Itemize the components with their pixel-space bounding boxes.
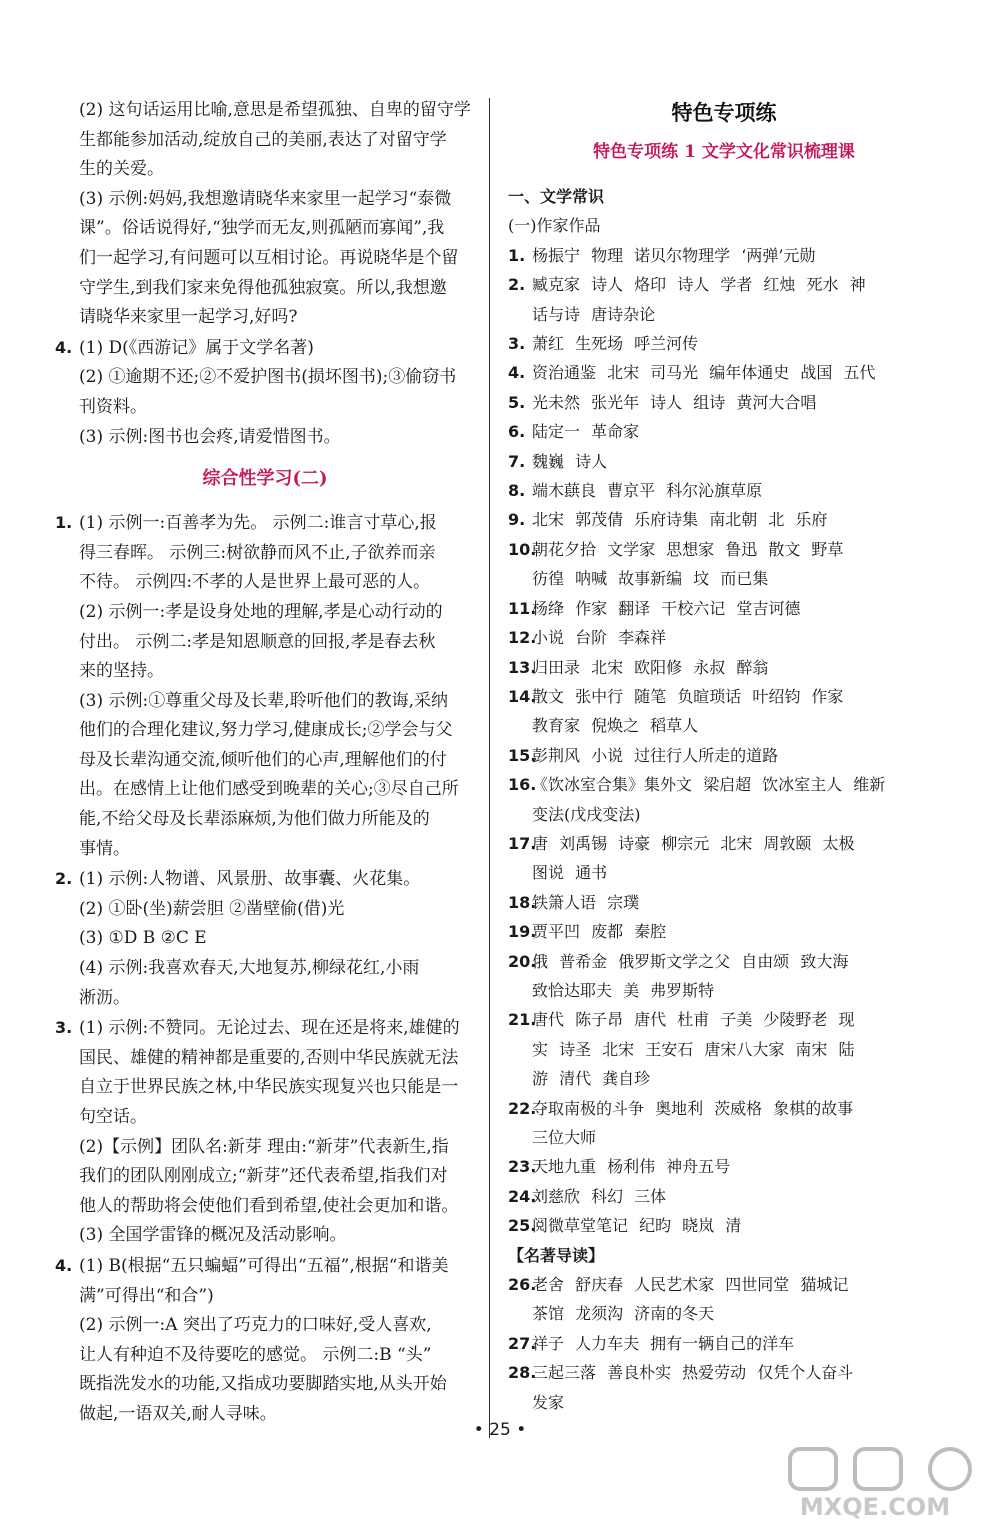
line-text: (3) ①D B ②C E bbox=[79, 928, 207, 949]
item-number: 19. bbox=[508, 922, 537, 942]
line-text: (3) 示例:图书也会疼,请爱惜图书。 bbox=[79, 426, 341, 447]
answer-item bbox=[508, 623, 940, 652]
heading-literature: 一、文学常识 bbox=[508, 187, 605, 206]
answer-item bbox=[508, 770, 940, 799]
item-number: 11. bbox=[508, 598, 537, 618]
answer-item bbox=[508, 682, 940, 711]
answer-item bbox=[508, 358, 940, 387]
answer-item bbox=[508, 476, 940, 505]
line-text: 他们的合理化建议,努力学习,健康成长;②学会与父 bbox=[79, 720, 453, 741]
line-text: 致恰达耶夫 美 弗罗斯特 bbox=[532, 980, 715, 1000]
item-number: 23. bbox=[508, 1157, 537, 1177]
answer-item bbox=[55, 508, 475, 539]
line-text: 资治通鉴 北宋 司马光 编年体通史 战国 五代 bbox=[532, 363, 876, 383]
line-text: 彷徨 呐喊 故事新编 坟 而已集 bbox=[532, 569, 769, 589]
line-text: 【名著导读】 bbox=[508, 1245, 605, 1265]
answer-line bbox=[55, 954, 475, 984]
answer-line bbox=[55, 303, 475, 333]
answer-line bbox=[55, 274, 475, 304]
answer-line bbox=[55, 984, 475, 1014]
item-number: 24. bbox=[508, 1186, 537, 1206]
answer-line bbox=[55, 244, 475, 274]
item-number: 4. bbox=[55, 1255, 73, 1275]
line-text: 事情。 bbox=[79, 838, 130, 859]
line-text: 句空话。 bbox=[79, 1107, 147, 1127]
line-text: 老舍 舒庆春 人民艺术家 四世同堂 猫城记 bbox=[532, 1275, 849, 1295]
line-text: 茶馆 龙须沟 济南的冬天 bbox=[532, 1304, 715, 1324]
answer-line bbox=[55, 1192, 475, 1222]
item-number: 22. bbox=[508, 1098, 537, 1118]
answer-item bbox=[508, 1094, 940, 1123]
answer-line bbox=[55, 363, 475, 393]
line-text: 他人的帮助将会使他们看到希望,使社会更加和谐。 bbox=[79, 1195, 459, 1216]
answer-line bbox=[55, 746, 475, 776]
line-text: 游 清代 龚自珍 bbox=[532, 1069, 651, 1089]
answer-item bbox=[508, 535, 940, 564]
item-number: 3. bbox=[508, 334, 526, 354]
answer-line bbox=[508, 564, 940, 593]
answer-line bbox=[508, 858, 940, 887]
item-number: 2. bbox=[55, 869, 73, 889]
answer-item bbox=[55, 333, 475, 364]
answer-line bbox=[55, 628, 475, 658]
line-text: 彭荆风 小说 过往行人所走的道路 bbox=[532, 745, 779, 765]
item-number: 17. bbox=[508, 833, 537, 853]
answer-line bbox=[55, 805, 475, 835]
item-number: 9. bbox=[508, 510, 526, 530]
line-text: 出。在感情上让他们感受到晚辈的关心;③尽自己所 bbox=[79, 779, 459, 800]
answer-line bbox=[508, 300, 940, 329]
line-text: 杨振宁 物理 诺贝尔物理学 ‘两弹’元勋 bbox=[532, 245, 816, 265]
answer-line bbox=[508, 1035, 940, 1064]
line-text: 《饮冰室合集》集外文 梁启超 饮冰室主人 维新 bbox=[532, 775, 886, 795]
line-text: (3) 全国学雷锋的概况及活动影响。 bbox=[79, 1225, 347, 1246]
answer-line bbox=[55, 687, 475, 717]
line-text: 课”。俗话说得好,“独学而无友,则孤陋而寡闻”,我 bbox=[79, 218, 445, 239]
answer-item bbox=[508, 917, 940, 946]
line-text: 萧红 生死场 呼兰河传 bbox=[532, 334, 699, 354]
line-text: 母及长辈沟通交流,倾听他们的心声,理解他们的付 bbox=[79, 749, 447, 770]
watermark-logo bbox=[760, 1443, 990, 1521]
line-text: 小说 台阶 李森祥 bbox=[532, 628, 667, 648]
line-text: 杨绛 作家 翻译 干校六记 堂吉诃德 bbox=[532, 598, 801, 618]
answer-line bbox=[55, 214, 475, 244]
line-text: 刊资料。 bbox=[79, 396, 147, 417]
line-text: 能,不给父母及长辈添麻烦,为他们做力所能及的 bbox=[79, 809, 430, 830]
answer-line bbox=[55, 185, 475, 215]
item-number: 8. bbox=[508, 481, 526, 501]
line-text: 教育家 倪焕之 稻草人 bbox=[532, 716, 699, 736]
item-number: 28. bbox=[508, 1363, 537, 1383]
item-number: 3. bbox=[55, 1018, 73, 1038]
answer-line bbox=[508, 1123, 940, 1152]
line-text: (2) 示例一:孝是设身处地的理解,孝是心动行动的 bbox=[79, 601, 443, 622]
item-number: 20. bbox=[508, 951, 537, 971]
line-text: 们一起学习,有问题可以互相讨论。再说晓华是个留 bbox=[79, 247, 459, 268]
answer-line bbox=[55, 598, 475, 628]
line-text: 夺取南极的斗争 奥地利 茨威格 象棋的故事 bbox=[532, 1098, 854, 1118]
item-number: 27. bbox=[508, 1333, 537, 1353]
answer-item bbox=[508, 1005, 940, 1034]
section-label bbox=[508, 1241, 940, 1270]
page-number: • 25 • bbox=[473, 1420, 527, 1440]
line-text: 归田录 北宋 欧阳修 永叔 醉翁 bbox=[532, 657, 769, 677]
answer-line bbox=[55, 835, 475, 865]
item-number: 26. bbox=[508, 1275, 537, 1295]
answer-line bbox=[508, 976, 940, 1005]
answer-item bbox=[508, 417, 940, 446]
answer-item bbox=[508, 1270, 940, 1299]
item-number: 1. bbox=[508, 245, 526, 265]
answer-item bbox=[508, 388, 940, 417]
line-text: 生的关爱。 bbox=[79, 159, 164, 180]
sub-title: 特色专项练 1 文学文化常识梳理课 bbox=[593, 142, 855, 162]
answer-line bbox=[55, 657, 475, 687]
answer-item bbox=[508, 241, 940, 270]
item-number: 14. bbox=[508, 686, 537, 706]
answer-line bbox=[55, 1341, 475, 1371]
line-text: 自立于世界民族之林,中华民族实现复兴也只能是一 bbox=[79, 1077, 459, 1098]
section-title: 综合性学习(二) bbox=[202, 468, 328, 490]
line-text: 俄 普希金 俄罗斯文学之父 自由颂 致大海 bbox=[532, 951, 849, 971]
line-text: 三位大师 bbox=[532, 1128, 597, 1147]
answer-item bbox=[508, 1329, 940, 1358]
line-text: 图说 通书 bbox=[532, 863, 608, 883]
line-text: (1) 示例:不赞同。无论过去、现在还是将来,雄健的 bbox=[79, 1018, 460, 1039]
right-column bbox=[508, 96, 940, 1417]
answer-item bbox=[55, 1251, 475, 1282]
item-number: 6. bbox=[508, 422, 526, 442]
answer-line bbox=[55, 895, 475, 925]
answer-item bbox=[508, 888, 940, 917]
line-text: 天地九重 杨利伟 神舟五号 bbox=[532, 1157, 731, 1177]
line-text: 朝花夕拾 文学家 思想家 鲁迅 散文 野草 bbox=[532, 539, 844, 559]
item-number: 13. bbox=[508, 657, 537, 677]
line-text: 让人有种迫不及待要吃的感觉。 示例二:B “头” bbox=[79, 1344, 432, 1365]
line-text: 贾平凹 废都 秦腔 bbox=[532, 922, 667, 942]
column-divider bbox=[489, 98, 490, 1438]
line-text: (3) 示例:①尊重父母及长辈,聆听他们的教诲,采纳 bbox=[79, 690, 449, 711]
line-text: 不待。 示例四:不孝的人是世界上最可恶的人。 bbox=[79, 572, 431, 593]
answer-item bbox=[508, 653, 940, 682]
answer-line bbox=[508, 1064, 940, 1093]
line-text: (1) 示例一:百善孝为先。 示例二:谁言寸草心,报 bbox=[79, 513, 437, 534]
line-text: 请晓华来家里一起学习,好吗? bbox=[79, 307, 298, 328]
line-text: 变法(戊戌变法) bbox=[532, 804, 641, 824]
line-text: 铁箫人语 宗璞 bbox=[532, 892, 640, 912]
answer-item bbox=[508, 1152, 940, 1181]
answer-line bbox=[55, 393, 475, 423]
answer-line bbox=[55, 1311, 475, 1341]
line-text: (2) ①逾期不还;②不爱护图书(损坏图书);③偷窃书 bbox=[79, 367, 457, 388]
line-text: 北宋 郭茂倩 乐府诗集 南北朝 北 乐府 bbox=[532, 510, 828, 530]
line-text: 魏巍 诗人 bbox=[532, 451, 608, 471]
answer-line bbox=[55, 423, 475, 453]
answer-item bbox=[508, 329, 940, 358]
line-text: 光未然 张光年 诗人 组诗 黄河大合唱 bbox=[532, 392, 817, 412]
answer-line bbox=[55, 126, 475, 156]
answer-item bbox=[508, 947, 940, 976]
answer-line bbox=[55, 1282, 475, 1312]
item-number: 10. bbox=[508, 539, 537, 559]
answer-line bbox=[55, 155, 475, 185]
line-text: (4) 示例:我喜欢春天,大地复苏,柳绿花红,小雨 bbox=[79, 958, 420, 979]
item-number: 25. bbox=[508, 1216, 537, 1236]
answer-item bbox=[508, 1182, 940, 1211]
item-number: 2. bbox=[508, 275, 526, 295]
line-text: (2)【示例】团队名:新芽 理由:“新芽”代表新生,指 bbox=[79, 1136, 449, 1157]
line-text: 三起三落 善良朴实 热爱劳动 仅凭个人奋斗 bbox=[532, 1363, 854, 1383]
line-text: 国民、雄健的精神都是重要的,否则中华民族就无法 bbox=[79, 1047, 459, 1068]
line-text: (1) 示例:人物谱、风景册、故事囊、火花集。 bbox=[79, 869, 421, 890]
answer-item bbox=[508, 270, 940, 299]
line-text: (3) 示例:妈妈,我想邀请晓华来家里一起学习“泰微 bbox=[79, 188, 452, 209]
line-text: 刘慈欣 科幻 三体 bbox=[532, 1186, 667, 1206]
line-text: (2) ①卧(坐)薪尝胆 ②凿壁偷(借)光 bbox=[79, 898, 345, 919]
item-number: 7. bbox=[508, 451, 526, 471]
line-text: 阅微草堂笔记 纪昀 晓岚 清 bbox=[532, 1216, 742, 1236]
left-column bbox=[55, 96, 475, 1430]
item-number: 16. bbox=[508, 775, 537, 795]
line-text: 话与诗 唐诗杂论 bbox=[532, 304, 656, 324]
answer-line bbox=[55, 775, 475, 805]
line-text: 臧克家 诗人 烙印 诗人 学者 红烛 死水 神 bbox=[532, 275, 866, 295]
answer-line bbox=[508, 1388, 940, 1417]
main-title: 特色专项练 bbox=[671, 100, 777, 125]
answer-line bbox=[55, 96, 475, 126]
line-text: 满”可得出“和合”) bbox=[79, 1285, 214, 1306]
watermark-text: MXQE.COM bbox=[799, 1493, 951, 1521]
answer-line bbox=[508, 1299, 940, 1328]
answer-item bbox=[508, 447, 940, 476]
line-text: 实 诗圣 北宋 王安石 唐宋八大家 南宋 陆 bbox=[532, 1039, 855, 1059]
line-text: 付出。 示例二:孝是知恩顺意的回报,孝是春去秋 bbox=[79, 631, 436, 652]
line-text: (2) 这句话运用比喻,意思是希望孤独、自卑的留守学 bbox=[79, 100, 471, 120]
answer-line bbox=[55, 1221, 475, 1251]
answer-line bbox=[55, 924, 475, 954]
answer-item bbox=[508, 594, 940, 623]
heading-works: (一)作家作品 bbox=[508, 216, 601, 236]
answer-line bbox=[55, 568, 475, 598]
line-text: 得三春晖。 示例三:树欲静而风不止,子欲养而亲 bbox=[79, 542, 436, 563]
answer-line bbox=[55, 1370, 475, 1400]
line-text: 唐 刘禹锡 诗豪 柳宗元 北宋 周敦颐 太极 bbox=[532, 833, 855, 853]
line-text: 发家 bbox=[532, 1392, 565, 1412]
line-text: 守学生,到我们家来免得他孤独寂寞。所以,我想邀 bbox=[79, 277, 447, 298]
line-text: 淅沥。 bbox=[79, 987, 130, 1008]
answer-line bbox=[55, 716, 475, 746]
line-text: 来的坚持。 bbox=[79, 661, 164, 682]
answer-line bbox=[508, 800, 940, 829]
line-text: (1) B(根据“五只蝙蝠”可得出“五福”,根据“和谐美 bbox=[79, 1255, 449, 1276]
line-text: (2) 示例一:A 突出了巧克力的口味好,受人喜欢, bbox=[79, 1315, 432, 1336]
answer-item bbox=[508, 741, 940, 770]
item-number: 5. bbox=[508, 392, 526, 412]
line-text: (1) D(《西游记》属于文学名著) bbox=[79, 337, 314, 358]
line-text: 陆定一 革命家 bbox=[532, 422, 640, 442]
answer-item bbox=[508, 829, 940, 858]
answer-line bbox=[55, 539, 475, 569]
answer-item bbox=[508, 1358, 940, 1387]
item-number: 12. bbox=[508, 628, 537, 648]
answer-item bbox=[55, 1013, 475, 1044]
line-text: 祥子 人力车夫 拥有一辆自己的洋车 bbox=[532, 1333, 795, 1353]
item-number: 21. bbox=[508, 1010, 537, 1030]
answer-line bbox=[508, 711, 940, 740]
item-number: 4. bbox=[55, 337, 73, 357]
answer-line bbox=[55, 1103, 475, 1133]
line-text: 唐代 陈子昂 唐代 杜甫 子美 少陵野老 现 bbox=[532, 1010, 855, 1030]
answer-line bbox=[55, 1133, 475, 1163]
answer-item bbox=[55, 864, 475, 895]
line-text: 既指洗发水的功能,又指成功要脚踏实地,从头开始 bbox=[79, 1374, 447, 1395]
line-text: 做起,一语双关,耐人寻味。 bbox=[79, 1403, 277, 1424]
answer-item bbox=[508, 1211, 940, 1240]
answer-line bbox=[55, 1073, 475, 1103]
line-text: 端木蕻良 曹京平 科尔沁旗草原 bbox=[532, 481, 763, 501]
item-number: 15. bbox=[508, 745, 537, 765]
item-number: 4. bbox=[508, 363, 526, 383]
item-number: 1. bbox=[55, 513, 73, 533]
line-text: 散文 张中行 随笔 负暄琐话 叶绍钧 作家 bbox=[532, 686, 844, 706]
item-number: 18. bbox=[508, 892, 537, 912]
answer-line bbox=[55, 1162, 475, 1192]
line-text: 生都能参加活动,绽放自己的美丽,表达了对留守学 bbox=[79, 129, 447, 150]
answer-item bbox=[508, 505, 940, 534]
line-text: 我们的团队刚刚成立;“新芽”还代表希望,指我们对 bbox=[79, 1166, 448, 1187]
answer-line bbox=[55, 1044, 475, 1074]
